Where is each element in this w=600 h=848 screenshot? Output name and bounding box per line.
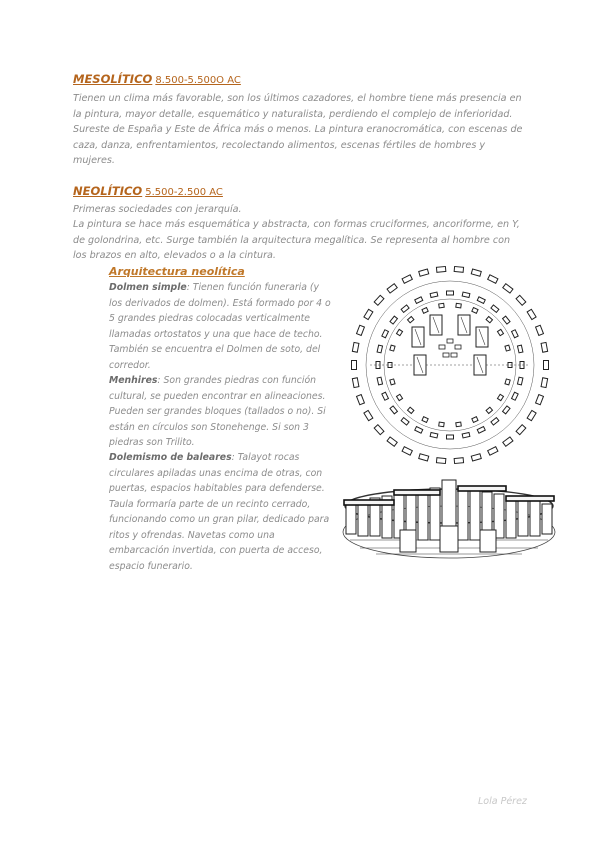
dolmen-paragraph — [109, 280, 331, 373]
neolitico-heading — [73, 184, 223, 198]
neolitico-paragraph: La pintura se hace más esquemática y abstracta, con formas cruciformes, ancoriforme, en Y, de golondrina, etc. Surge también la arquitectura megalítica. Se representa al hombre con los brazos en alto, elevados o a la cintura. — [73, 219, 520, 261]
dolmen-term: Dolmen simple — [109, 282, 187, 293]
mesolitico-paragraph: Tienen un clima más favorable, son los últimos cazadores, el hombre tiene más presencia en la pintura, mayor detalle, esquemático y naturalista, perdiendo el complejo de inferioridad. Sureste de España y Este de África más o menos. La pintura eranocromática, con escenas de caza, danza, enfrentamientos, recolectando alimentos, escenas fértiles de hombres y mujeres. — [73, 93, 523, 166]
arquitectura-heading: Arquitectura neolítica — [109, 265, 245, 278]
stonehenge-plan-illustration — [350, 255, 550, 475]
neolitico-dates: 5.500-2.500 AC — [145, 187, 223, 198]
menhires-paragraph — [109, 373, 331, 451]
dolmen-text: : Tienen función funeraria (y los derivados de dolmen). Está formado por 4 o 5 grandes piedras colocadas verticalmente llamadas ortostatos y una que hace de techo. También se encuentra el Dolmen de soto, del corredor. — [109, 282, 331, 371]
mesolitico-heading — [73, 72, 241, 86]
mesolitico-dates: 8.500-5.500O AC — [155, 75, 241, 86]
footer-author: Lola Pérez — [478, 796, 527, 807]
neolitico-title: NEOLÍTICO — [73, 184, 143, 198]
neolitico-intro: Primeras sociedades con jerarquía. — [73, 204, 242, 215]
baleares-text: : Talayot rocas circulares apiladas unas encima de otras, con puertas, espacios habitables para defenderse. Taula formaría parte de un recinto cerrado, funcionando como un gran pilar, dedicado para ritos y ofrendas. Navetas como una embarcación invertida, con puerta de acceso, espacio funerario. — [109, 452, 330, 572]
baleares-term: Dolemismo de baleares — [109, 452, 232, 463]
menhires-text: : Son grandes piedras con función cultural, se pueden encontrar en alineaciones. Pueden ser grandes bloques (tallados o no). Si están en círculos son Stonehenge. Si son 3 piedras son Trilito. — [109, 375, 326, 448]
mesolitico-title: MESOLÍTICO — [73, 72, 153, 86]
menhires-term: Menhires — [109, 375, 158, 386]
baleares-paragraph — [109, 450, 331, 574]
stonehenge-elevation-illustration — [340, 474, 558, 566]
